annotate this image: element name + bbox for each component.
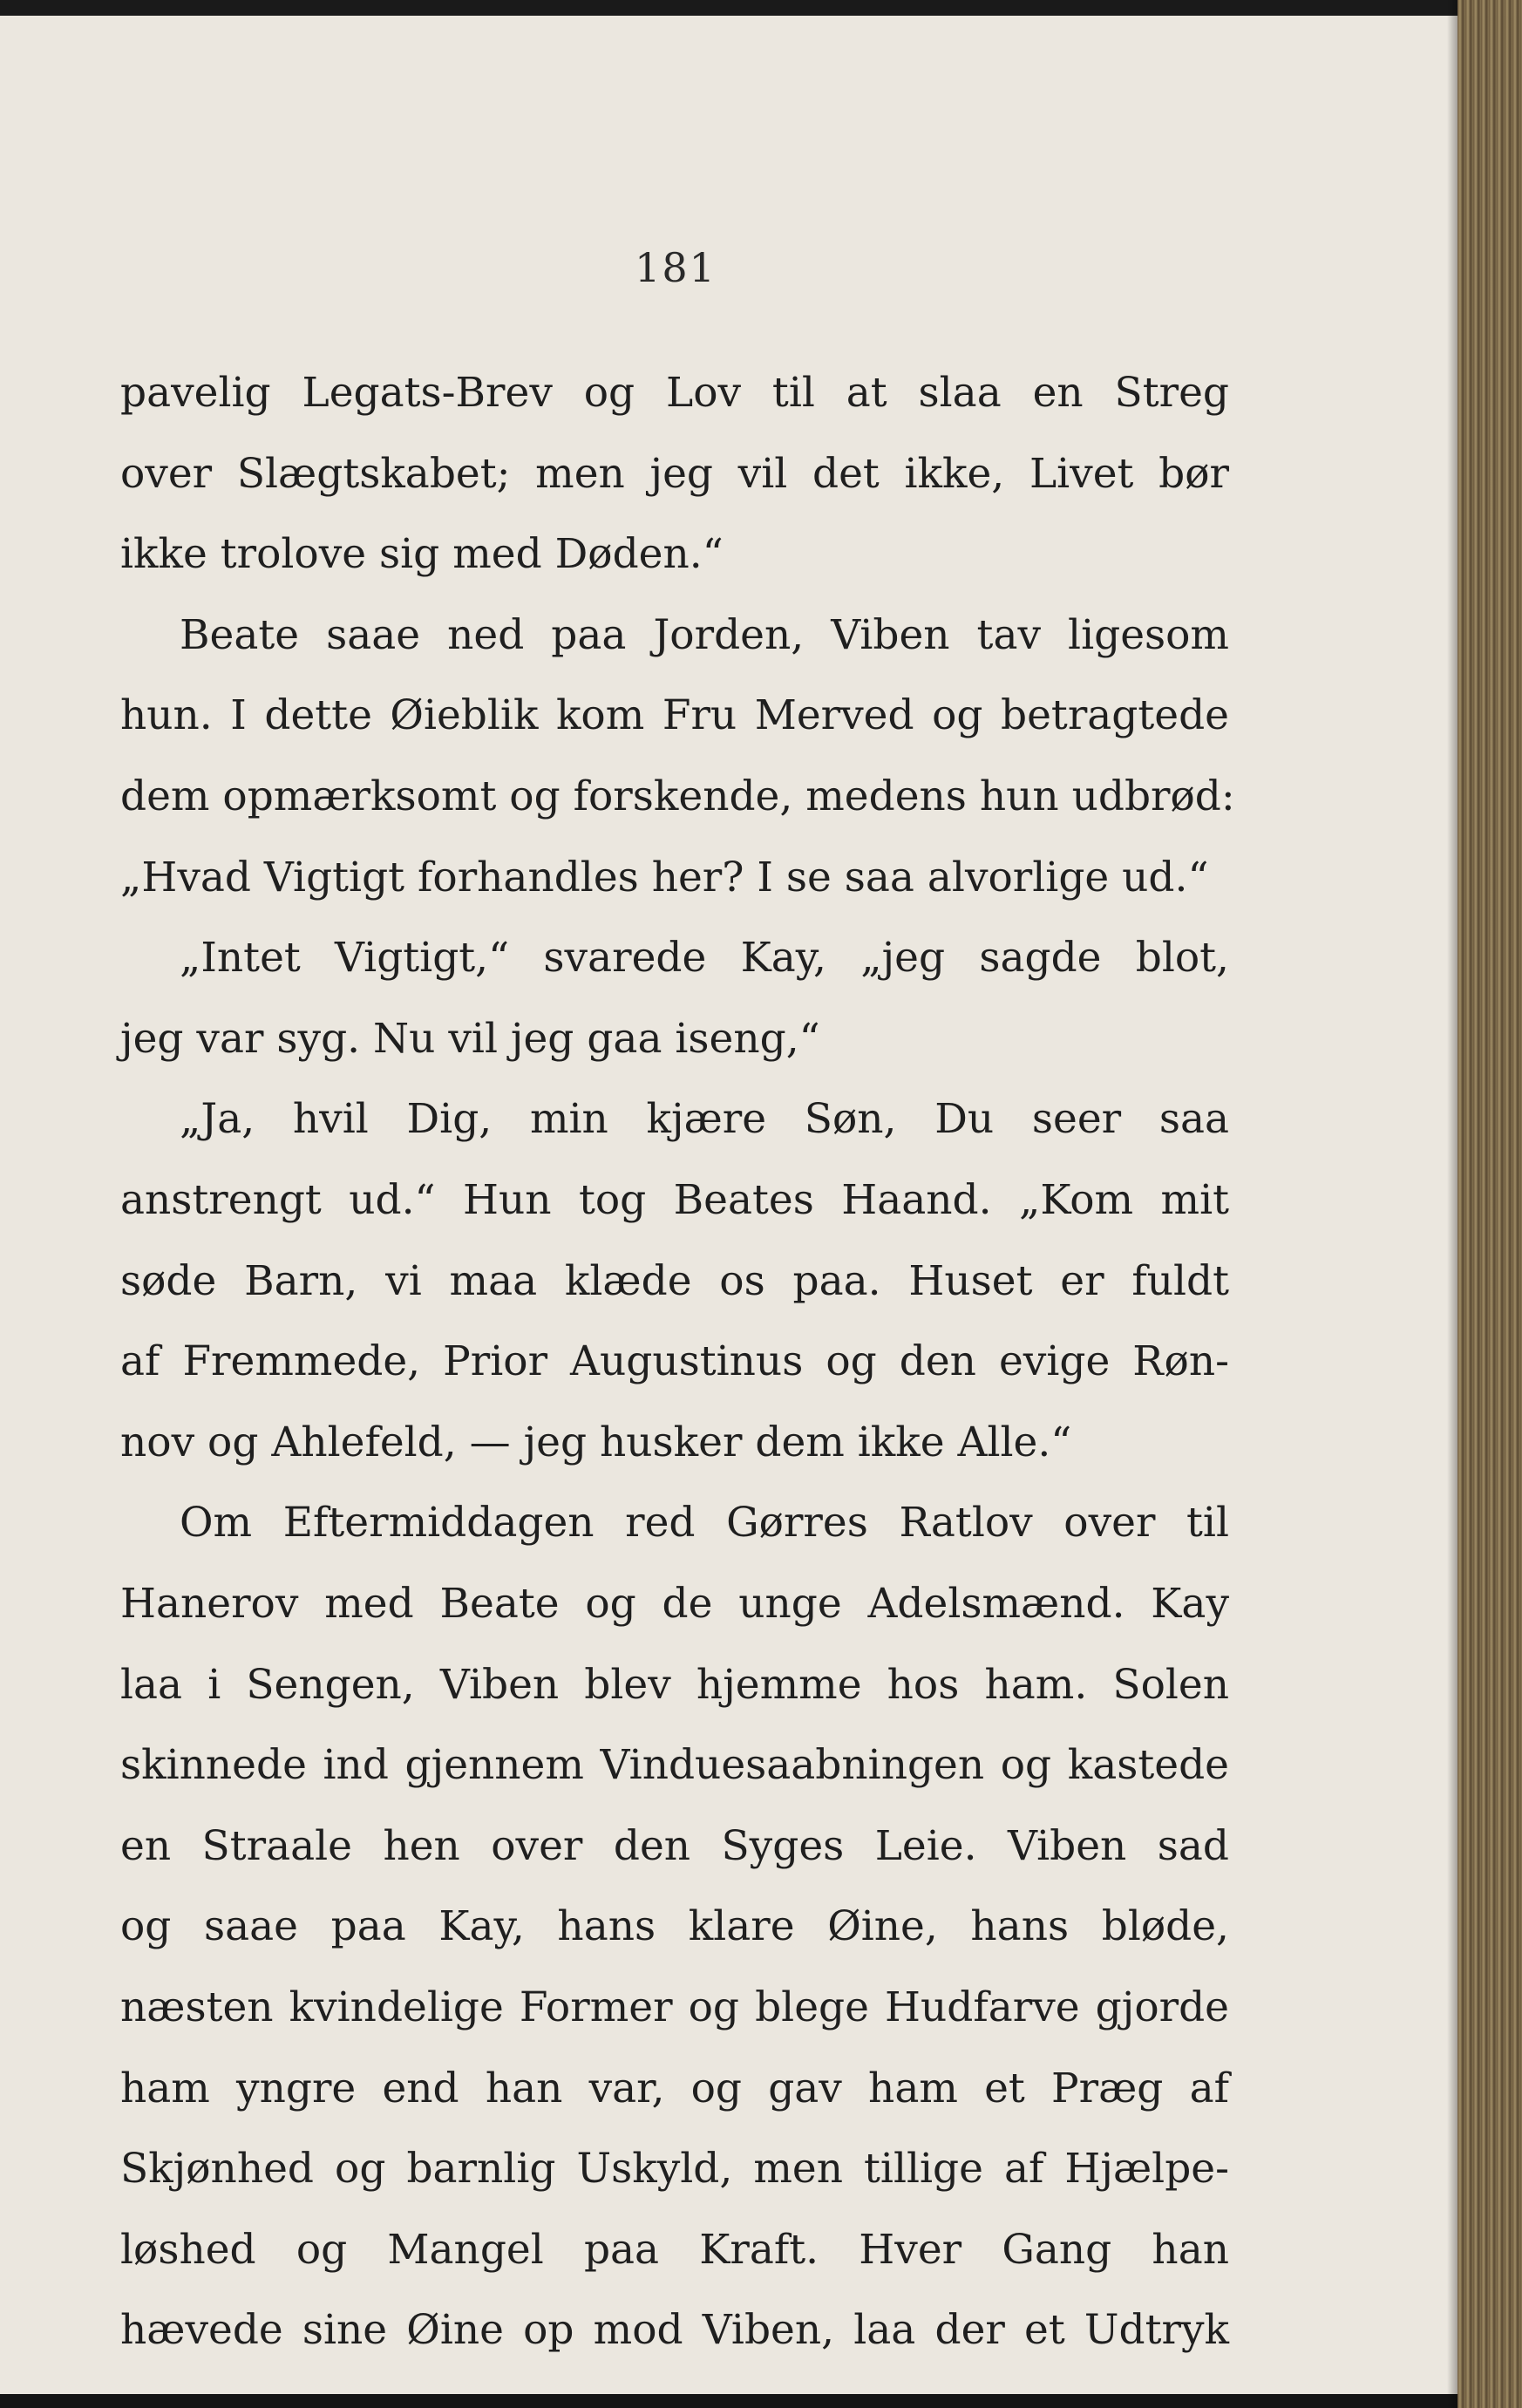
text-line: dem opmærksomt og forskende, medens hun udbrød: <box>120 772 1235 820</box>
text-line: af Fremmede, Prior Augustinus og den evige Røn- <box>120 1337 1229 1385</box>
text-line: Om Eftermiddagen red Gørres Ratlov over til <box>180 1499 1229 1547</box>
text-line: hun. I dette Øieblik kom Fru Merved og betragtede <box>120 691 1229 739</box>
page-number: 181 <box>635 244 717 291</box>
text-line: jeg var syg. Nu vil jeg gaa iseng,“ <box>120 1015 820 1063</box>
text-line: Skjønhed og barnlig Uskyld, men tillige af Hjælpe- <box>120 2145 1229 2193</box>
text-line: næsten kvindelige Former og blege Hudfarve gjorde <box>120 1983 1229 2031</box>
text-line: „Ja, hvil Dig, min kjære Søn, Du seer saa <box>180 1095 1229 1143</box>
text-line: skinnede ind gjennem Vinduesaabningen og kastede <box>120 1741 1229 1789</box>
text-line: nov og Ahlefeld, — jeg husker dem ikke Alle.“ <box>120 1418 1072 1466</box>
scan-border-top <box>0 0 1522 16</box>
text-line: og saae paa Kay, hans klare Øine, hans bløde, <box>120 1902 1229 1950</box>
book-spine-edge <box>1457 0 1522 2408</box>
text-line: Beate saae ned paa Jorden, Viben tav ligesom <box>180 611 1229 659</box>
text-line: „Hvad Vigtigt forhandles her? I se saa alvorlige ud.“ <box>120 854 1209 901</box>
book-page <box>0 16 1459 2394</box>
text-line: søde Barn, vi maa klæde os paa. Huset er fuldt <box>120 1257 1229 1305</box>
text-line: Hanerov med Beate og de unge Adelsmænd. Kay <box>120 1580 1229 1628</box>
text-line: ikke trolove sig med Døden.“ <box>120 530 724 578</box>
text-line: over Slægtskabet; men jeg vil det ikke, Livet bør <box>120 450 1229 498</box>
text-line: anstrengt ud.“ Hun tog Beates Haand. „Kom mit <box>120 1176 1229 1224</box>
text-line: en Straale hen over den Syges Leie. Viben sad <box>120 1822 1229 1870</box>
text-line: laa i Sengen, Viben blev hjemme hos ham. Solen <box>120 1661 1229 1709</box>
text-line: hævede sine Øine op mod Viben, laa der et Udtryk <box>120 2306 1229 2354</box>
text-line: ham yngre end han var, og gav ham et Præg af <box>120 2064 1229 2112</box>
text-line: pavelig Legats-Brev og Lov til at slaa en Streg <box>120 369 1229 417</box>
text-line: „Intet Vigtigt,“ svarede Kay, „jeg sagde blot, <box>180 934 1229 982</box>
text-line: løshed og Mangel paa Kraft. Hver Gang han <box>120 2226 1229 2274</box>
